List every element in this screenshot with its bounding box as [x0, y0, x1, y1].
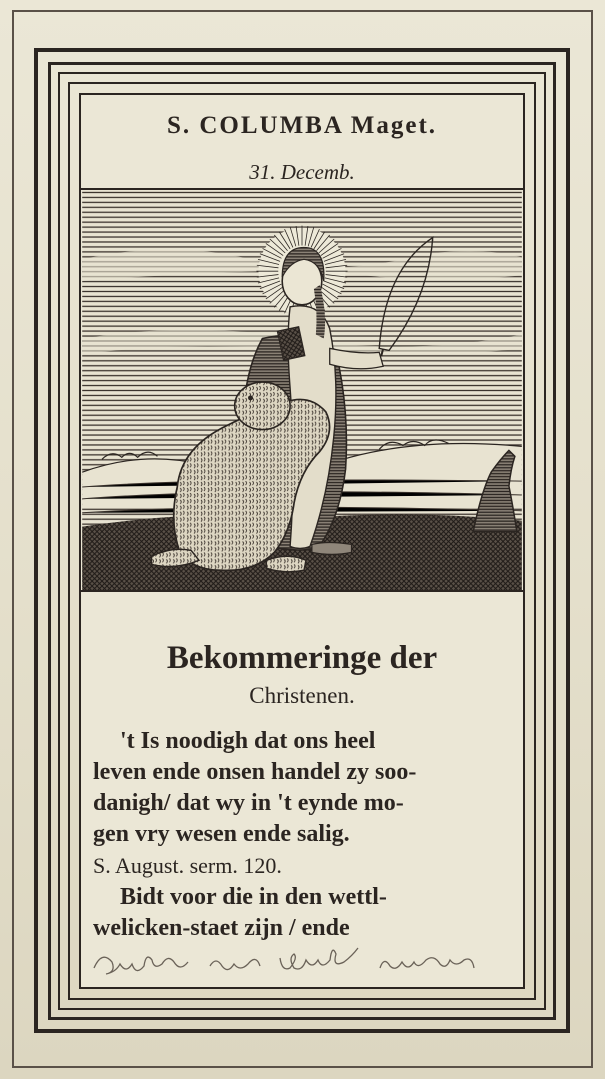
- quote-line-4: gen vry wesen ende salig.: [93, 821, 350, 847]
- quote-line-2: leven ende onsen handel zy soo-: [93, 759, 417, 785]
- heading: Bekommeringe der: [166, 640, 438, 676]
- subheading: Christenen.: [249, 683, 355, 708]
- prayer-line-2: welicken-staet zijn / ende: [93, 915, 350, 941]
- source-citation: S. August. serm. 120.: [93, 853, 282, 878]
- handwritten-inscription: [90, 944, 520, 980]
- feast-date: 31. Decemb.: [249, 160, 355, 184]
- engraving-illustration: [80, 188, 524, 592]
- quote-line-1: 't Is noodigh dat ons heel: [120, 728, 376, 754]
- prayer-line-1: Bidt voor die in den wettl-: [120, 884, 387, 910]
- saint-title: S. COLUMBA Maget.: [166, 112, 438, 139]
- quote-line-3: danigh/ dat wy in 't eynde mo-: [93, 790, 404, 816]
